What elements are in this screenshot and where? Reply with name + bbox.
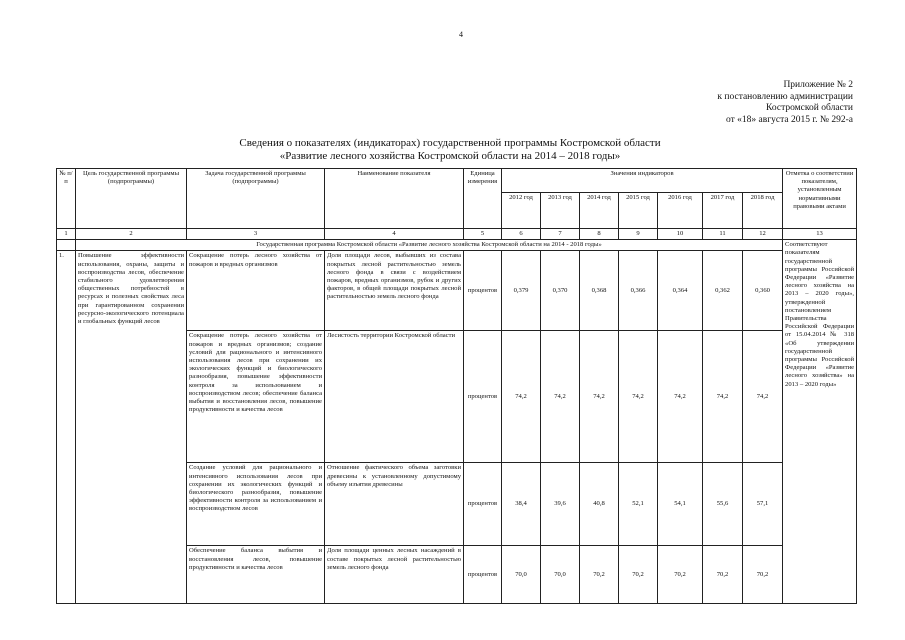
column-number: 8	[580, 229, 619, 240]
value-cell: 55,6	[703, 463, 743, 546]
header-note: Отметка о соответствии показателям, установленным нормативными правовыми актами	[783, 169, 857, 229]
task-cell: Обеспечение баланса выбытия и восстановления лесов, повышение продуктивности и качества лесов	[187, 546, 325, 604]
unit-cell: процентов	[464, 546, 502, 604]
header-year: 2014 год	[580, 193, 619, 229]
value-cell: 0,370	[541, 251, 580, 331]
value-cell: 0,362	[703, 251, 743, 331]
value-cell: 70,0	[502, 546, 541, 604]
value-cell: 70,2	[743, 546, 783, 604]
column-number: 1	[57, 229, 76, 240]
column-number: 3	[187, 229, 325, 240]
goal-cell: Повышение эффективности использования, охраны, защиты и воспроизводства лесов, обеспечение стабильного удовлетворения общественных потребностей в ресурсах и полезных свойствах леса при гарантированном сохранении ресурсно-экологического потенциала и глобальных функций лесов	[76, 251, 187, 604]
unit-cell: процентов	[464, 463, 502, 546]
task-cell: Сокращение потерь лесного хозяйства от пожаров и вредных организмов; создание условий для рационального и интенсивного использования лесов при сохранении их экологических функций и биологического разнообразия, повышение эффективности контроля за использованием и воспроизводством лесов; обеспечение баланса выбытия и восстановления лесов, повышение продуктивности и качества лесов	[187, 331, 325, 463]
header-values-group: Значения индикаторов	[502, 169, 783, 193]
indicator-cell: Лесистость территории Костромской области	[325, 331, 464, 463]
value-cell: 70,2	[580, 546, 619, 604]
title-line: «Развитие лесного хозяйства Костромской области на 2014 – 2018 годы»	[279, 150, 621, 162]
note-cell: Соответствуют показателям государственной программы Российской Федерации «Развитие лесного хозяйства на 2013 – 2020 годы», утвержденной постановлением Правительства Российской Федерации от 15.04.2014 № 318 «Об утверждении государственной программы Российской Федерации «Развитие лесного хозяйства» на 2013 – 2020 годы»	[783, 240, 857, 604]
value-cell: 74,2	[703, 331, 743, 463]
column-number: 12	[743, 229, 783, 240]
appendix-header	[633, 80, 853, 126]
column-number: 6	[502, 229, 541, 240]
header-year: 2012 год	[502, 193, 541, 229]
value-cell: 74,2	[619, 331, 658, 463]
value-cell: 70,2	[703, 546, 743, 604]
value-cell: 38,4	[502, 463, 541, 546]
value-cell: 0,379	[502, 251, 541, 331]
value-cell: 39,6	[541, 463, 580, 546]
value-cell: 70,2	[658, 546, 703, 604]
column-number: 4	[325, 229, 464, 240]
task-cell: Создание условий для рационального и интенсивного использования лесов при сохранении их экологических функций и биологического разнообразия, повышение эффективности контроля за использованием и воспроизводством лесов	[187, 463, 325, 546]
unit-cell: процентов	[464, 331, 502, 463]
header-year: 2015 год	[619, 193, 658, 229]
row-number: 1.	[57, 251, 76, 604]
value-cell: 70,2	[619, 546, 658, 604]
value-cell: 74,2	[743, 331, 783, 463]
indicator-cell: Доля площади лесов, выбывших из состава покрытых лесной растительностью земель лесного фонда в связи с воздействием пожаров, вредных организмов, рубок и других факторов, в общей площади покрытых лесной растительностью земель лесного фонда	[325, 251, 464, 331]
value-cell: 74,2	[541, 331, 580, 463]
value-cell: 40,8	[580, 463, 619, 546]
unit-cell: процентов	[464, 251, 502, 331]
column-number: 2	[76, 229, 187, 240]
column-number: 5	[464, 229, 502, 240]
header-year: 2016 год	[658, 193, 703, 229]
value-cell: 74,2	[580, 331, 619, 463]
page-number: 4	[459, 30, 463, 39]
column-number: 9	[619, 229, 658, 240]
appendix-line: Костромской области	[766, 103, 853, 113]
value-cell: 0,366	[619, 251, 658, 331]
value-cell: 52,1	[619, 463, 658, 546]
value-cell: 0,368	[580, 251, 619, 331]
column-number: 10	[658, 229, 703, 240]
appendix-line: Приложение № 2	[783, 80, 853, 90]
header-unit: Единица измерения	[464, 169, 502, 229]
header-year: 2018 год	[743, 193, 783, 229]
appendix-line: от «18» августа 2015 г. № 292-а	[726, 114, 853, 125]
header-year: 2017 год	[703, 193, 743, 229]
program-row: Государственная программа Костромской области «Развитие лесного хозяйства Костромской области на 2014 - 2018 годы»	[76, 240, 783, 251]
header-num: № п/п	[57, 169, 76, 229]
value-cell: 74,2	[502, 331, 541, 463]
value-cell: 74,2	[658, 331, 703, 463]
column-number: 7	[541, 229, 580, 240]
value-cell: 54,1	[658, 463, 703, 546]
header-task: Задача государственной программы (подпрограммы)	[187, 169, 325, 229]
indicator-cell: Отношение фактического объема заготовки древесины к установленному допустимому объему изъятия древесины	[325, 463, 464, 546]
appendix-line: к постановлению администрации	[717, 91, 853, 102]
value-cell: 0,360	[743, 251, 783, 331]
indicator-cell: Доля площади ценных лесных насаждений в составе покрытых лесной растительностью земель лесного фонда	[325, 546, 464, 604]
value-cell: 70,0	[541, 546, 580, 604]
indicators-table	[56, 168, 857, 604]
value-cell: 57,1	[743, 463, 783, 546]
task-cell: Сокращение потерь лесного хозяйства от пожаров и вредных организмов	[187, 251, 325, 331]
value-cell: 0,364	[658, 251, 703, 331]
header-goal: Цель государственной программы (подпрограммы)	[76, 169, 187, 229]
header-indicator: Наименование показателя	[325, 169, 464, 229]
title-line: Сведения о показателях (индикаторах) государственной программы Костромской области	[239, 137, 661, 149]
column-number: 11	[703, 229, 743, 240]
header-year: 2013 год	[541, 193, 580, 229]
document-title	[120, 137, 780, 163]
column-number: 13	[783, 229, 857, 240]
